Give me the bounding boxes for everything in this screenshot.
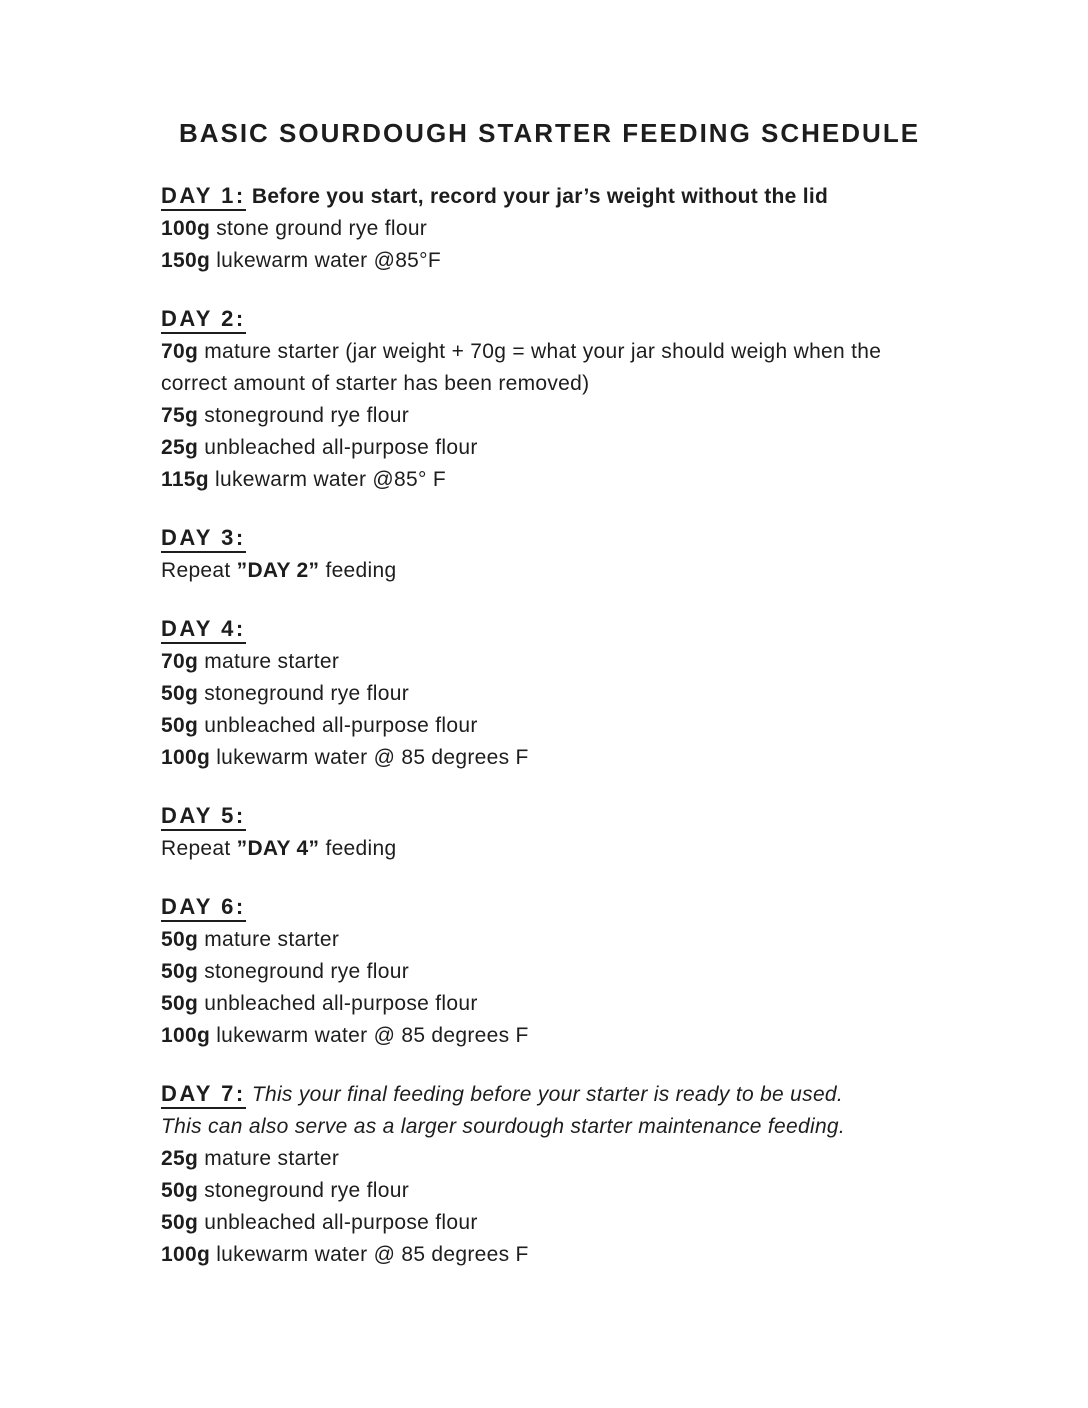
- section-day-5: [161, 800, 938, 865]
- text-line: [161, 742, 938, 774]
- sections: [161, 180, 938, 1271]
- text-line: [161, 555, 938, 587]
- text-run: 70g: [161, 650, 199, 673]
- text-line: [161, 303, 938, 336]
- text-run: 75g: [161, 404, 199, 427]
- day-heading: DAY 3:: [161, 525, 246, 553]
- text-line: [161, 956, 938, 988]
- text-run: 25g: [161, 1147, 199, 1170]
- text-line: [161, 710, 938, 742]
- text-run: ”DAY 2”: [236, 559, 320, 582]
- text-run: Repeat: [161, 559, 237, 582]
- text-run: stone ground rye flour: [210, 217, 428, 240]
- text-line: [161, 1111, 938, 1143]
- text-run: 50g: [161, 682, 199, 705]
- text-run: unbleached all-purpose flour: [198, 992, 478, 1015]
- text-run: stoneground rye flour: [198, 682, 409, 705]
- text-run: 150g: [161, 249, 211, 272]
- text-run: This your final feeding before your starter is ready to be used.: [251, 1083, 844, 1106]
- text-line: [161, 1143, 938, 1175]
- text-line: [161, 1078, 938, 1111]
- text-run: 50g: [161, 992, 199, 1015]
- text-line: [161, 245, 938, 277]
- text-run: 115g: [161, 468, 209, 491]
- page-title: BASIC SOURDOUGH STARTER FEEDING SCHEDULE: [178, 118, 921, 148]
- text-run: 50g: [161, 960, 199, 983]
- text-run: stoneground rye flour: [198, 1179, 409, 1202]
- text-run: unbleached all-purpose flour: [198, 714, 478, 737]
- section-day-3: [161, 522, 938, 587]
- text-run: mature starter: [198, 928, 340, 951]
- section-day-4: [161, 613, 938, 774]
- text-line: [161, 613, 938, 646]
- text-line: [161, 464, 938, 496]
- text-line: [161, 1207, 938, 1239]
- section-day-7: [161, 1078, 938, 1271]
- text-line: [161, 988, 938, 1020]
- text-line: [161, 1020, 938, 1052]
- text-run: Repeat: [161, 837, 237, 860]
- day-heading: DAY 4:: [161, 616, 246, 644]
- text-line: [161, 891, 938, 924]
- text-run: stoneground rye flour: [198, 960, 409, 983]
- day-heading: DAY 7:: [161, 1081, 246, 1109]
- text-run: 100g: [161, 217, 211, 240]
- text-line: [161, 213, 938, 245]
- text-run: 50g: [161, 928, 199, 951]
- text-run: correct amount of starter has been removed): [161, 372, 590, 395]
- day-heading: DAY 1:: [161, 183, 246, 211]
- text-run: unbleached all-purpose flour: [198, 1211, 478, 1234]
- text-line: [161, 336, 938, 368]
- text-run: lukewarm water @ 85 degrees F: [210, 1243, 529, 1266]
- text-run: lukewarm water @ 85 degrees F: [210, 1024, 529, 1047]
- text-run: 100g: [161, 1243, 211, 1266]
- text-run: feeding: [319, 559, 397, 582]
- text-run: mature starter (jar weight + 70g = what your jar should weigh when the: [198, 340, 882, 363]
- text-run: unbleached all-purpose flour: [198, 436, 478, 459]
- text-run: stoneground rye flour: [198, 404, 409, 427]
- text-run: 100g: [161, 746, 211, 769]
- text-line: [161, 800, 938, 833]
- section-day-2: [161, 303, 938, 496]
- text-run: 25g: [161, 436, 199, 459]
- text-line: [161, 432, 938, 464]
- text-run: This can also serve as a larger sourdough starter maintenance feeding.: [161, 1115, 846, 1138]
- section-day-1: [161, 180, 938, 277]
- text-line: [161, 400, 938, 432]
- day-heading: DAY 6:: [161, 894, 246, 922]
- text-line: [161, 646, 938, 678]
- day-heading: DAY 2:: [161, 306, 246, 334]
- text-run: lukewarm water @85° F: [208, 468, 446, 491]
- text-line: [161, 368, 938, 400]
- text-line: [161, 924, 938, 956]
- text-line: [161, 180, 938, 213]
- text-run: feeding: [319, 837, 397, 860]
- text-line: [161, 833, 938, 865]
- section-day-6: [161, 891, 938, 1052]
- text-run: lukewarm water @85°F: [210, 249, 441, 272]
- text-run: mature starter: [198, 1147, 340, 1170]
- text-line: [161, 678, 938, 710]
- text-run: lukewarm water @ 85 degrees F: [210, 746, 529, 769]
- text-run: Before you start, record your jar’s weight without the lid: [251, 185, 829, 208]
- text-line: [161, 522, 938, 555]
- text-run: 70g: [161, 340, 199, 363]
- text-run: 50g: [161, 1211, 199, 1234]
- text-run: ”DAY 4”: [236, 837, 320, 860]
- text-run: 50g: [161, 714, 199, 737]
- text-run: mature starter: [198, 650, 340, 673]
- day-heading: DAY 5:: [161, 803, 246, 831]
- text-line: [161, 1239, 938, 1271]
- text-run: 100g: [161, 1024, 211, 1047]
- text-line: [161, 1175, 938, 1207]
- text-run: 50g: [161, 1179, 199, 1202]
